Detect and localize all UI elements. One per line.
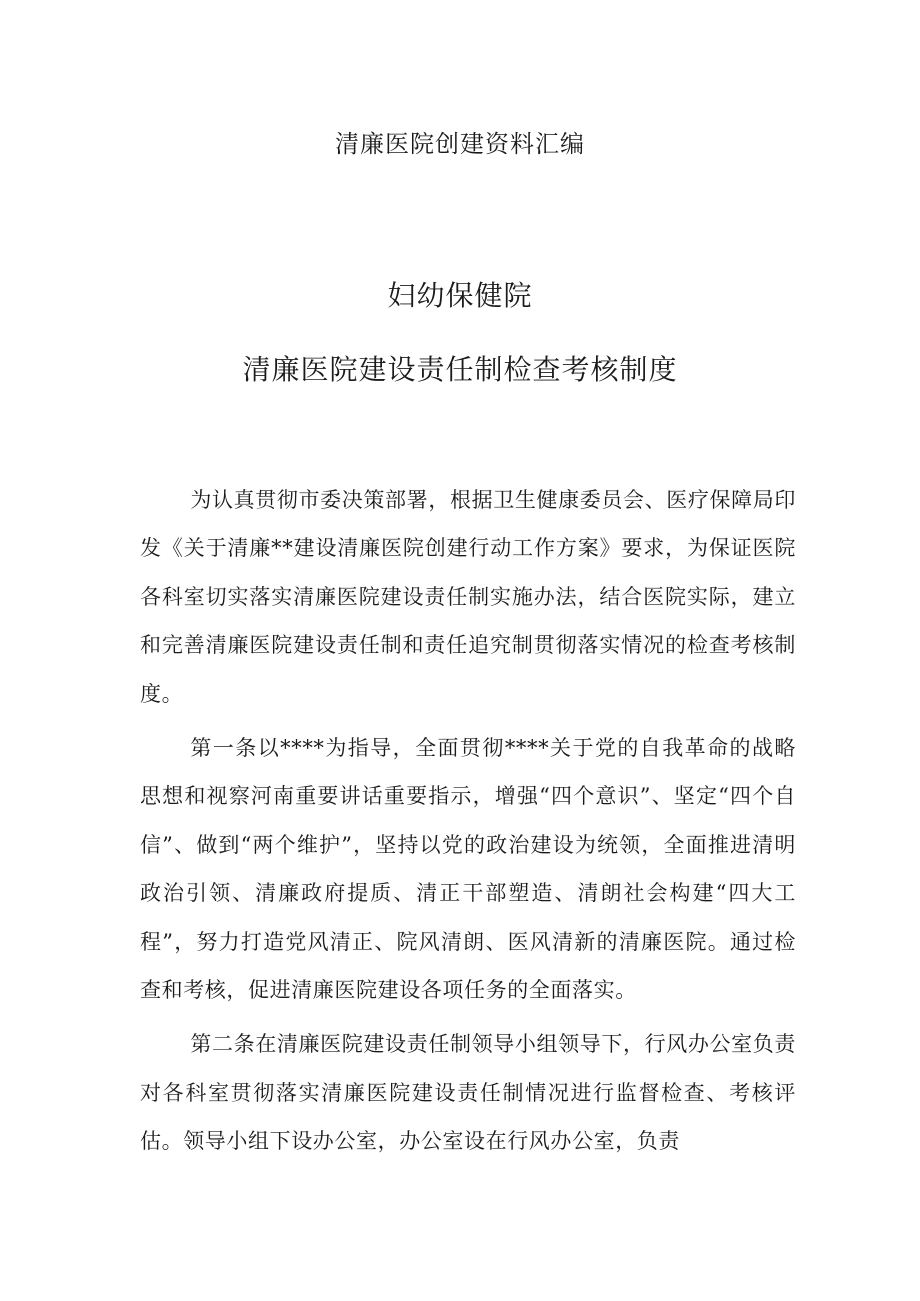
paragraph-article-2: 第二条在清廉医院建设责任制领导小组领导下，行风办公室负责对各科室贯彻落实清廉医院建设责任制情况进行监督检查、考核评估。领导小组下设办公室，办公室设在行风办公室，负责 [140,1032,796,1154]
document-title-institution: 妇幼保健院 [387,279,533,312]
paragraph-intro: 为认真贯彻市委决策部署，根据卫生健康委员会、医疗保障局印发《关于清廉**建设清廉医院创建行动工作方案》要求，为保证医院各科室切实落实清廉医院建设责任制实施办法，结合医院实际，建立和完善清廉医院建设责任制和责任追究制贯彻落实情况的检查考核制度。 [140,488,796,706]
document-title-main: 清廉医院建设责任制检查考核制度 [242,353,678,386]
document-body [140,476,796,1172]
collection-title: 清廉医院创建资料汇编 [335,130,585,158]
paragraph-article-1: 第一条以****为指导，全面贯彻****关于党的自我革命的战略思想和视察河南重要讲话重要指示，增强“四个意识”、坚定“四个自信”、做到“两个维护”，坚持以党的政治建设为统领，全面推进清明政治引领、清廉政府提质、清正干部塑造、清朗社会构建“四大工程”，努力打造党风清正、院风清朗、医风清新的清廉医院。通过检查和考核，促进清廉医院建设各项任务的全面落实。 [140,736,796,1003]
